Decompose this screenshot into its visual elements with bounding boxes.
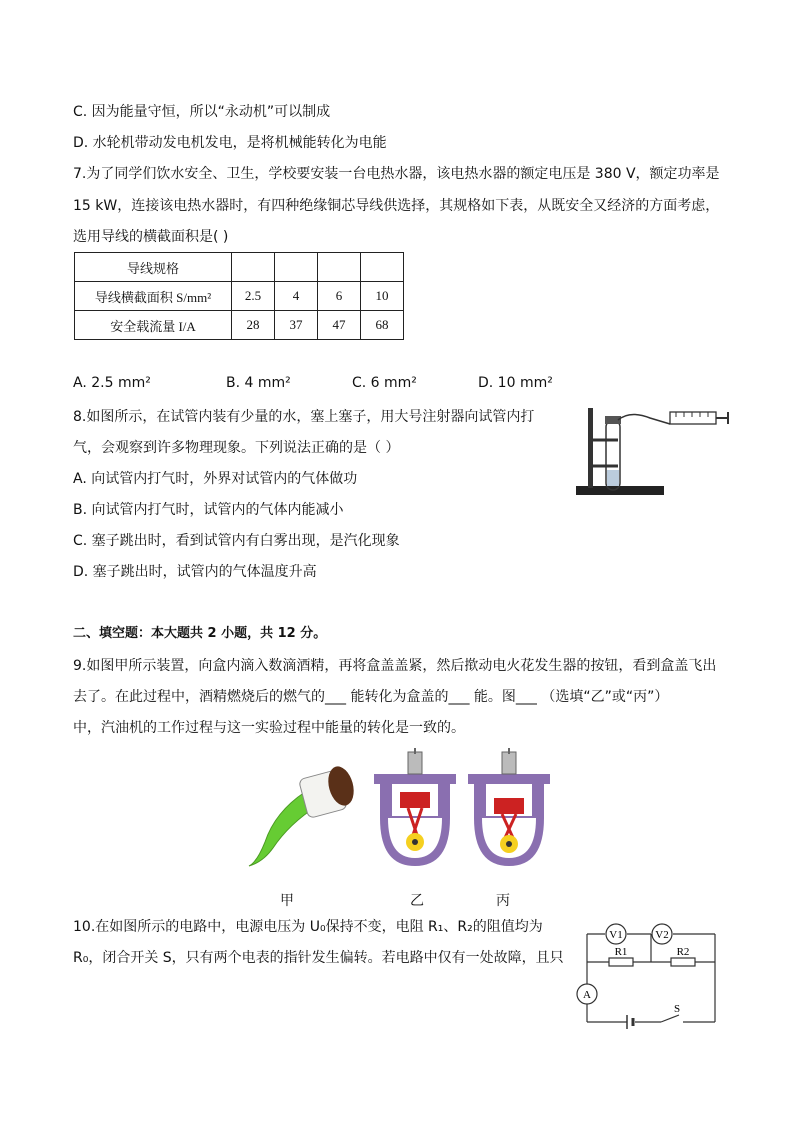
caption-bing: 丙 [496, 893, 510, 909]
q7-option-d: D. 10 mm² [478, 375, 553, 391]
table-header: 导线规格 [75, 253, 232, 282]
q8-option-d: D. 塞子跳出时，试管内的气体温度升高 [73, 564, 317, 580]
q10-text-line2: R₀，闭合开关 S，只有两个电表的指针发生偏转。若电路中仅有一处故障，且只 [73, 950, 564, 966]
q9-text-line1: 9.如图甲所示装置，向盒内滴入数滴酒精，再将盒盖盖紧，然后揿动电火花发生器的按钮，看到盒盖飞出 [73, 658, 717, 674]
row-label-area: 导线横截面积 S/mm² [75, 282, 232, 311]
engine-figure-bing [466, 748, 552, 873]
q7-option-b: B. 4 mm² [226, 375, 291, 391]
q6-option-d: D. 水轮机带动发电机发电，是将机械能转化为电能 [73, 135, 387, 151]
q7-option-a: A. 2.5 mm² [73, 375, 151, 391]
table-cell: 6 [318, 282, 361, 311]
q8-text-line2: 气，会观察到许多物理现象。下列说法正确的是（ ） [73, 440, 400, 456]
q7-option-c: C. 6 mm² [352, 375, 417, 391]
table-cell: 28 [232, 311, 275, 340]
wire-spec-table [74, 252, 404, 340]
q9-text-line2: 去了。在此过程中，酒精燃烧后的燃气的___ 能转化为盒盖的___ 能。图___ （选填“乙”或“丙”） [73, 689, 669, 705]
q6-option-c: C. 因为能量守恒，所以“永动机”可以制成 [73, 104, 331, 120]
spark-box-figure [245, 762, 360, 872]
caption-yi: 乙 [410, 893, 424, 909]
q8-option-b: B. 向试管内打气时，试管内的气体内能减小 [73, 502, 344, 518]
table-cell: 47 [318, 311, 361, 340]
voltmeter-v1-label: V1 [609, 929, 623, 941]
table-cell: 37 [275, 311, 318, 340]
table-row [75, 311, 404, 340]
q8-option-c: C. 塞子跳出时，看到试管内有白雾出现，是汽化现象 [73, 533, 400, 549]
q8-text-line1: 8.如图所示，在试管内装有少量的水，塞上塞子，用大号注射器向试管内打 [73, 409, 535, 425]
q9-text-line3: 中，汽油机的工作过程与这一实验过程中能量的转化是一致的。 [73, 720, 465, 736]
resistor-r1-label: R1 [614, 946, 628, 958]
ammeter-label: A [583, 989, 591, 1001]
q7-text-line2: 15 kW，连接该电热水器时，有四种绝缘铜芯导线供选择，其规格如下表，从既安全又经济的方面考虑， [73, 198, 720, 214]
q8-option-a: A. 向试管内打气时，外界对试管内的气体做功 [73, 471, 358, 487]
test-tube-syringe-figure [570, 400, 730, 502]
table-cell: 4 [275, 282, 318, 311]
table-row [75, 253, 404, 282]
table-cell: 10 [361, 282, 404, 311]
voltmeter-v2-label: V2 [655, 929, 669, 941]
q10-text-line1: 10.在如图所示的电路中，电源电压为 U₀保持不变，电阻 R₁、R₂的阻值均为 [73, 919, 543, 935]
caption-jia: 甲 [280, 893, 294, 909]
resistor-r2-label: R2 [676, 946, 690, 958]
row-label-current: 安全载流量 I/A [75, 311, 232, 340]
q7-text-line1: 7.为了同学们饮水安全、卫生，学校要安装一台电热水器，该电热水器的额定电压是 380 V，额定功率是 [73, 166, 720, 182]
q7-text-line3: 选用导线的横截面积是( ) [73, 229, 229, 245]
table-row [75, 282, 404, 311]
table-cell: 68 [361, 311, 404, 340]
section-heading: 二、填空题：本大题共 2 小题，共 12 分。 [73, 626, 327, 641]
table-cell: 2.5 [232, 282, 275, 311]
circuit-diagram [575, 918, 720, 1030]
engine-figure-yi [372, 748, 458, 873]
switch-label: S [673, 1003, 681, 1015]
